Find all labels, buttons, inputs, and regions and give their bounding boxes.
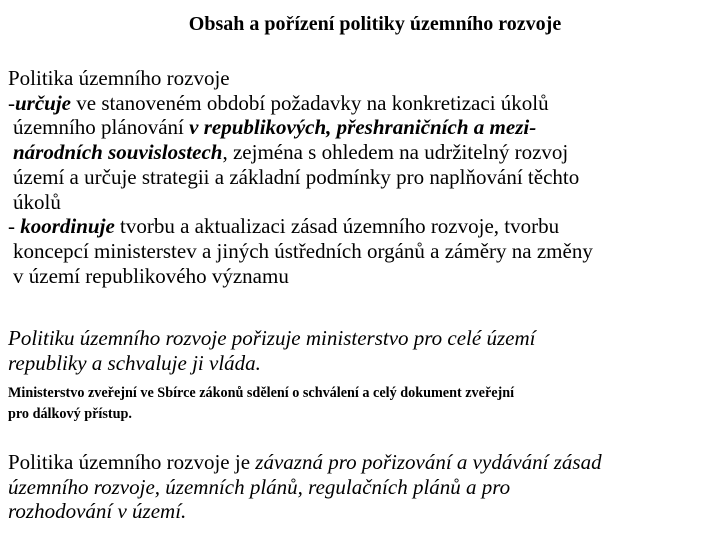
section-heading: Politika územního rozvoje — [8, 66, 230, 90]
coordinates-paragraph-line-3: v území republikového významu — [13, 263, 289, 288]
determines-paragraph-line-2: územního plánování v republikových, přeshraničních a mezi- — [13, 115, 537, 140]
coordinates-keyword: koordinuje — [20, 214, 115, 239]
coordinates-paragraph-line-1: - koordinuje tvorbu a aktualizaci zásad územního rozvoje, tvorbu — [8, 214, 560, 239]
dash: - — [8, 90, 15, 115]
determines-paragraph-line-5: úkolů — [13, 189, 61, 214]
binding-line-2: územního rozvoje, územních plánů, regulačních plánů a pro — [8, 474, 511, 499]
publication-line-1: Ministerstvo zveřejní ve Sbírce zákonů sdělení o schválení a celý dokument zveřejní — [8, 385, 515, 401]
approval-statement — [8, 326, 535, 375]
policy-content-section — [8, 66, 593, 288]
determines-paragraph-line-4: území a určuje strategii a základní podmínky pro naplňování těchto — [13, 164, 580, 189]
approval-line-1: Politiku územního rozvoje pořizuje ministerstvo pro celé území — [8, 326, 536, 350]
binding-line-3: rozhodování v území. — [8, 499, 187, 524]
determines-paragraph-line-3: národních souvislostech, zejména s ohledem na udržitelný rozvoj — [13, 140, 569, 165]
determines-paragraph-line-1: -určuje ve stanoveném období požadavky na konkretizaci úkolů — [8, 90, 549, 115]
dash: - — [8, 214, 21, 239]
publication-line-2: pro dálkový přístup. — [8, 406, 132, 422]
approval-line-2: republiky a schvaluje ji vláda. — [8, 350, 261, 375]
determines-keyword: určuje — [15, 90, 72, 115]
binding-line-1: Politika územního rozvoje je závazná pro pořizování a vydávání zásad — [8, 450, 602, 474]
publication-note — [8, 383, 514, 425]
page-title: Obsah a pořízení politiky územního rozvoje — [188, 13, 562, 35]
binding-statement — [8, 450, 602, 524]
coordinates-paragraph-line-2: koncepcí ministerstev a jiných ústředních orgánů a záměry na změny — [13, 238, 593, 263]
